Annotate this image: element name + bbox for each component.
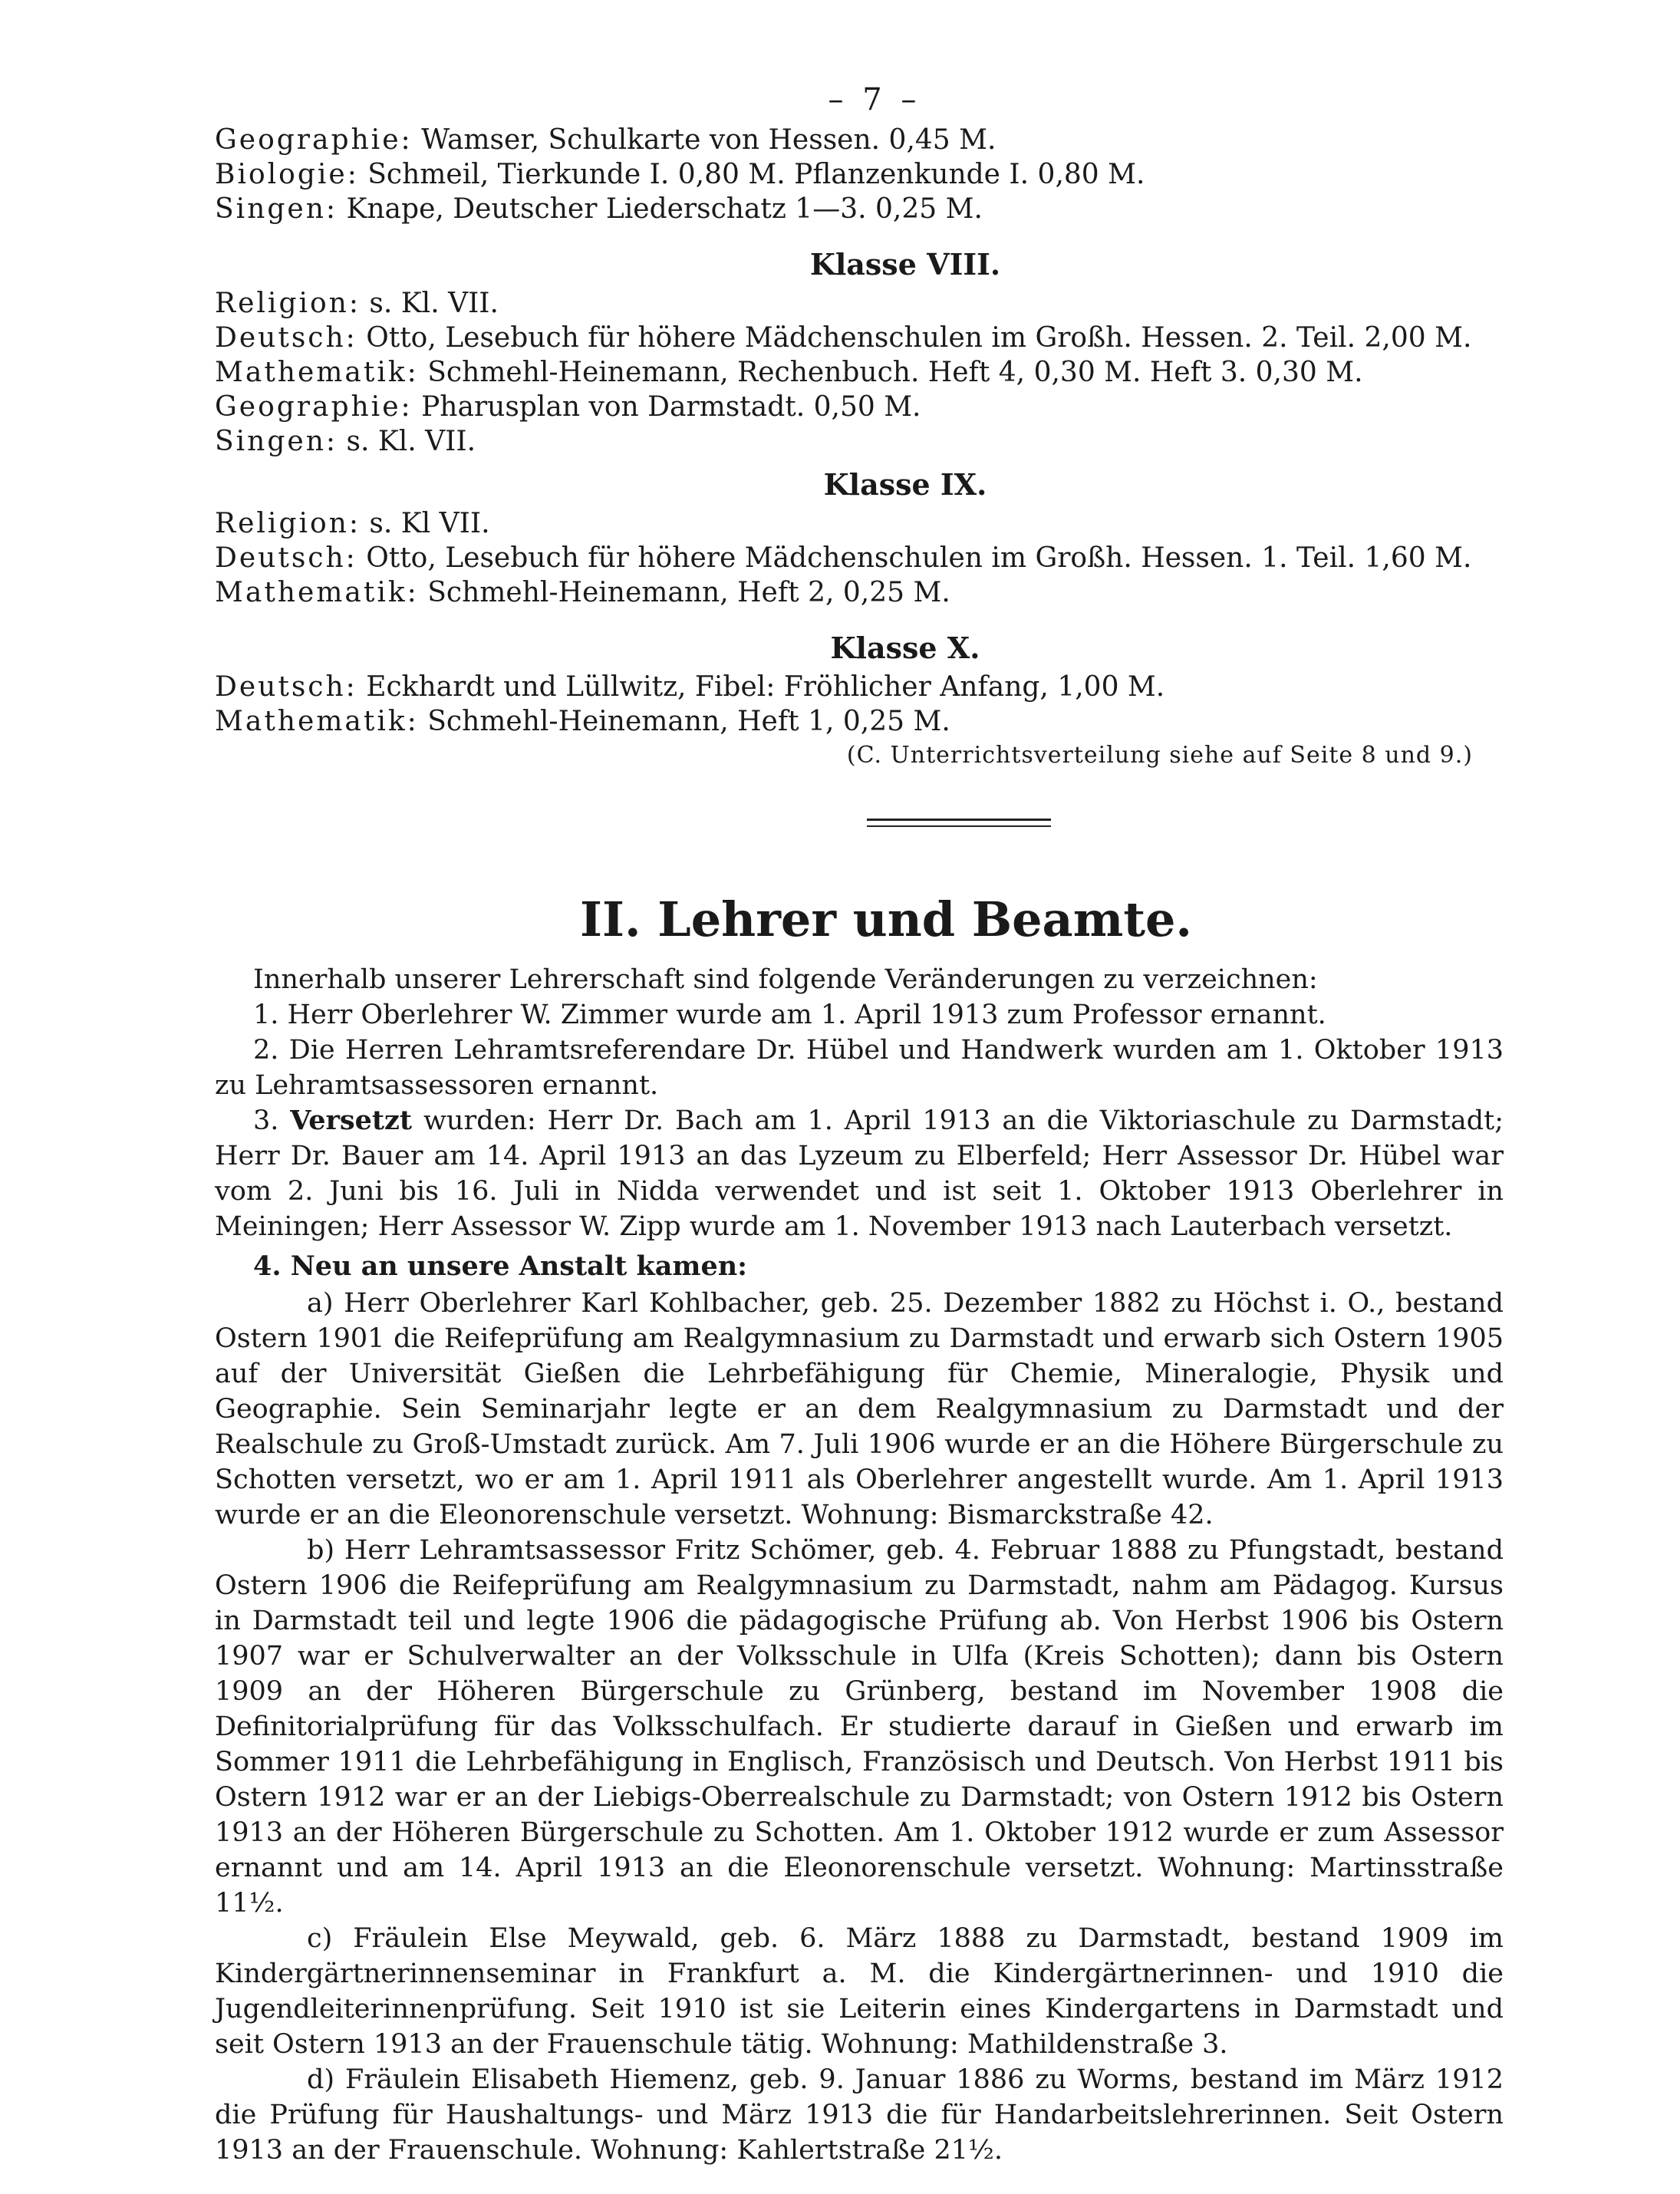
book-text: Wamser, Schulkarte von Hessen. 0,45 M. [412, 124, 996, 156]
item-4d: d) Fräulein Elisabeth Hiemenz, geb. 9. Januar 1886 zu Worms, bestand im März 1912 die Prüfung für Haushaltungs- und März 1913 die für Handarbeitslehrerinnen. Seit Ostern 1913 an der Frauenschule. Wohnung: Kahlertstraße 21½. [215, 2064, 1504, 2166]
book-text: s. Kl. VII. [338, 426, 476, 457]
item-4c: c) Fräulein Else Meywald, geb. 6. März 1888 zu Darmstadt, bestand 1909 im Kindergärtnerinnenseminar in Frankfurt a. M. die Kindergärtnerinnen- und 1910 die Jugendleiterinnenprüfung. Seit 1910 ist sie Leiterin eines Kindergartens in Darmstadt und seit Ostern 1913 an der Frauenschule tätig. Wohnung: Mathildenstraße 3. [215, 1923, 1504, 2060]
book-line [215, 704, 1504, 739]
book-text: Knape, Deutscher Liederschatz 1—3. 0,25 M. [338, 193, 983, 225]
intro-paragraph: Innerhalb unserer Lehrerschaft sind folgende Veränderungen zu verzeichnen: [253, 964, 1318, 995]
book-text: Schmehl-Heinemann, Heft 2, 0,25 M. [418, 577, 950, 608]
book-line [215, 123, 1504, 157]
klasse10-book-list [215, 670, 1504, 739]
item-4b: b) Herr Lehramtsassessor Fritz Schömer, geb. 4. Februar 1888 zu Pfungstadt, bestand Ostern 1906 die Reifeprüfung am Realgymnasium zu Darmstadt, nahm am Pädagog. Kursus in Darmstadt teil und legte 1906 die pädagogische Prüfung ab. Von Herbst 1906 bis Ostern 1907 war er Schulverwalter an der Volksschule in Ulfa (Kreis Schotten); dann bis Ostern 1909 an der Höheren Bürgerschule zu Grünberg, bestand im November 1908 die Definitorialprüfung für das Volksschulfach. Er studierte darauf in Gießen und erwarb im Sommer 1911 die Lehrbefähigung in Englisch, Französisch und Deutsch. Von Herbst 1911 bis Ostern 1912 war er an der Liebigs-Oberrealschule zu Darmstadt; von Ostern 1912 bis Ostern 1913 an der Höheren Bürgerschule zu Schotten. Am 1. Oktober 1912 wurde er zum Assessor ernannt und am 14. April 1913 an die Eleonorenschule versetzt. Wohnung: Martinsstraße 11½. [215, 1535, 1504, 1919]
book-line [215, 286, 1504, 321]
document-page [215, 77, 1504, 2166]
book-text: Schmehl-Heinemann, Rechenbuch. Heft 4, 0,30 M. Heft 3. 0,30 M. [418, 357, 1363, 388]
book-text: s. Kl. VII. [360, 288, 499, 319]
book-text: Eckhardt und Lüllwitz, Fibel: Fröhlicher Anfang, 1,00 M. [357, 671, 1165, 703]
book-text: Schmeil, Tierkunde I. 0,80 M. Pflanzenkunde I. 0,80 M. [358, 159, 1145, 190]
book-line [215, 192, 1504, 226]
book-text: Otto, Lesebuch für höhere Mädchenschulen im Großh. Hessen. 2. Teil. 2,00 M. [357, 322, 1472, 354]
klasse8-book-list [215, 286, 1504, 459]
subject-label: Deutsch: [215, 322, 357, 354]
section-divider-second [867, 825, 1051, 827]
item-4-heading: 4. Neu an unsere Anstalt kamen: [253, 1250, 748, 1282]
subject-label: Mathematik: [215, 357, 419, 388]
item-4a: a) Herr Oberlehrer Karl Kohlbacher, geb. 25. Dezember 1882 zu Höchst i. O., bestand Ostern 1901 die Reifeprüfung am Realgymnasium zu Darmstadt und erwarb sich Ostern 1905 auf der Universität Gießen die Lehrbefähigung für Chemie, Mineralogie, Physik und Geographie. Sein Seminarjahr legte er an dem Realgymnasium zu Darmstadt und der Realschule zu Groß-Umstadt zurück. Am 7. Juli 1906 wurde er an die Höhere Bürgerschule zu Schotten versetzt, wo er am 1. April 1911 als Oberlehrer angestellt wurde. Am 1. April 1913 wurde er an die Eleonorenschule versetzt. Wohnung: Bismarckstraße 42. [215, 1288, 1504, 1530]
book-line [215, 575, 1504, 610]
book-text: s. Kl VII. [360, 508, 490, 539]
cross-reference-note: (C. Unterrichtsverteilung siehe auf Seite 8 und 9.) [846, 742, 1473, 769]
class-heading-9: Klasse IX. [823, 467, 987, 502]
subject-label: Singen: [215, 193, 338, 225]
top-book-list [215, 123, 1504, 226]
page-number: – 7 – [828, 82, 921, 117]
subject-label: Biologie: [215, 159, 359, 190]
subject-label: Religion: [215, 508, 361, 539]
subject-label: Geographie: [215, 391, 413, 423]
book-text: Otto, Lesebuch für höhere Mädchenschulen im Großh. Hessen. 1. Teil. 1,60 M. [357, 542, 1472, 574]
section-divider [867, 819, 1051, 821]
book-line [215, 506, 1504, 541]
subject-label: Geographie: [215, 124, 413, 156]
item-2: 2. Die Herren Lehramtsreferendare Dr. Hübel und Handwerk wurden am 1. Oktober 1913 zu Lehramtsassessoren ernannt. [215, 1035, 1504, 1101]
book-line [215, 355, 1504, 390]
item-1: 1. Herr Oberlehrer W. Zimmer wurde am 1. April 1913 zum Professor ernannt. [253, 1000, 1326, 1030]
subject-label: Mathematik: [215, 706, 419, 737]
item-3-text: wurden: Herr Dr. Bach am 1. April 1913 an die Viktoriaschule zu Darmstadt; Herr Dr. Bauer am 14. April 1913 an das Lyzeum zu Elberfeld; Herr Assessor Dr. Hübel war vom 2. Juni bis 16. Juli in Nidda verwendet und ist seit 1. Oktober 1913 Oberlehrer in Meiningen; Herr Assessor W. Zipp wurde am 1. November 1913 nach Lauterbach versetzt. [215, 1105, 1504, 1242]
subject-label: Religion: [215, 288, 361, 319]
item-3-prefix: 3. [253, 1105, 291, 1136]
book-line [215, 157, 1504, 192]
subject-label: Singen: [215, 426, 338, 457]
class-heading-10: Klasse X. [830, 631, 980, 665]
item-3-keyword: Versetzt [290, 1105, 413, 1136]
class-heading-8: Klasse VIII. [809, 247, 1001, 282]
book-line [215, 424, 1504, 459]
book-line [215, 541, 1504, 575]
book-line [215, 321, 1504, 355]
section-title: II. Lehrer und Beamte. [579, 891, 1193, 947]
subject-label: Deutsch: [215, 542, 357, 574]
book-line [215, 670, 1504, 704]
klasse9-book-list [215, 506, 1504, 610]
book-line [215, 390, 1504, 424]
book-text: Pharusplan von Darmstadt. 0,50 M. [412, 391, 921, 423]
subject-label: Mathematik: [215, 577, 419, 608]
book-text: Schmehl-Heinemann, Heft 1, 0,25 M. [418, 706, 950, 737]
subject-label: Deutsch: [215, 671, 357, 703]
item-3 [215, 1103, 1504, 1244]
